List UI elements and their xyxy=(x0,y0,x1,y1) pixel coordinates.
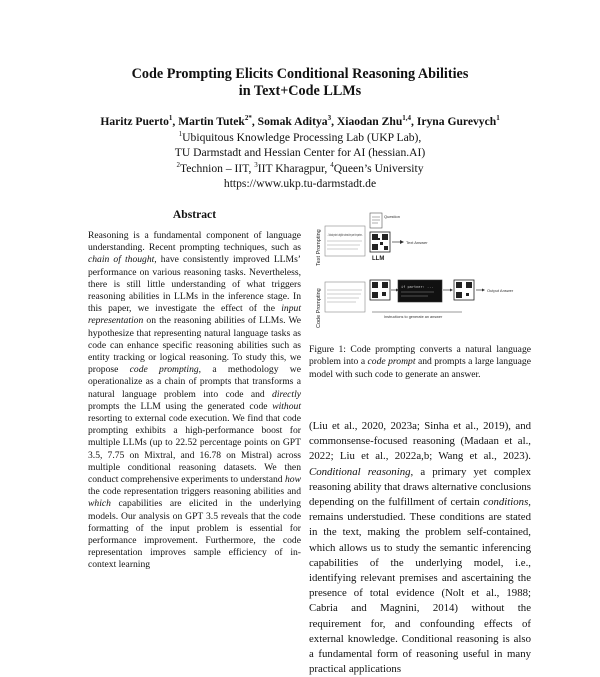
author-block xyxy=(30,114,570,192)
author-name: Somak Aditya xyxy=(257,115,328,128)
paper-title xyxy=(40,66,560,100)
abstract-text: Reasoning is a fundamental component of language understanding. Recent prompting techniques, such as chain of thought, have consistently improved LLMs’ performance on various reasoning tasks. Nevertheless, there is still little understanding of what triggers reasoning abilities in LLMs in the inference stage. In this paper, we investigate the effect of the input representation on the reasoning abilities of LLMs. We hypothesize that representing natural language tasks as code can enhance specific reasoning abilities such as entity tracking or logical reasoning. To study this, we propose code prompting, a methodology we operationalize as a chain of prompts that transforms a natural language problem into code and directly prompts the LLM using the generated code without resorting to external code execution. We find that code prompting exhibits a high-performance boost for multiple LLMs (up to 22.52 percentage points on GPT 3.5, 7.75 on Mixtral, and 16.78 on Mistral) across multiple conditional reasoning datasets. We then conduct comprehensive experiments to understand how the code representation triggers reasoning abilities and which capabilities are elicited in the underlying models. Our analysis on GPT 3.5 reveals that the code formatting of the input problem is essential for performance improvement. Furthermore, the code representation improves sample efficiency of in-context learning xyxy=(88,230,301,571)
top-text-input-box xyxy=(325,226,365,256)
title-line-2: in Text+Code LLMs xyxy=(238,83,362,99)
abstract-heading: Abstract xyxy=(172,208,217,221)
author-affil-mark: 1 xyxy=(496,114,500,123)
text-input-snippet: ... Nobody else is eligible unless they are the partner... xyxy=(327,233,363,237)
intro-text-right-column: (Liu et al., 2020, 2023a; Sinha et al., 2019), and commonsense-focused reasoning (Madaan et al., 2022; Liu et al., 2022a,b; Wang et al., 2023). Conditional reasoning, a primary yet complex reasoning ability that draws alternative conclusions depending on the fulfillment of certain conditions, remains understudied. These conditions are stated in the text, making the problem self-contained, which allows us to study the semantic inferencing capabilities of the underlying model, i.e., identifying relevant premises and ascertaining the presence of total evidence (Nolt et al., 1988; Cabria and Magnini, 2014) without the requirement for, and confounding effects of external knowledge. Conditional reasoning is also a fundamental form of reasoning useful in many practical applications xyxy=(309,420,531,676)
affiliation-2-3-4: $^2$Technion – IIT, $^3$IIT Kharagpur, $^4$Queen’s University xyxy=(176,160,424,175)
author-affil-mark: 3 xyxy=(327,114,332,123)
llm-chip-icon-code-row xyxy=(370,280,390,300)
author-affil-mark: 2* xyxy=(244,114,252,123)
bottom-text-input-box xyxy=(325,282,365,312)
affiliation-1-cont: TU Darmstadt and Hessian Center for AI (hessian.AI) xyxy=(174,146,426,159)
text-answer-label: Text Answer xyxy=(406,240,428,245)
figure-1-caption: Figure 1: Code prompting converts a natural language problem into a code prompt and prompts a large language model with such code to generate an answer. xyxy=(309,344,531,380)
instructions-label: Instructions to generate an answer xyxy=(384,315,443,319)
author-name: Iryna Gurevych xyxy=(416,115,497,128)
author-name: Xiaodan Zhu xyxy=(336,115,403,128)
output-answer-label: Output Answer xyxy=(487,288,514,293)
code-snippet: if partner: ... xyxy=(401,285,434,289)
llm-chip-icon xyxy=(370,232,390,252)
author-affil-mark: 1,4 xyxy=(402,114,412,123)
text-prompting-row-label: Text Prompting xyxy=(316,229,322,266)
figure-1-diagram xyxy=(312,208,530,338)
author-affil-mark: 1 xyxy=(168,114,173,123)
affiliation-1: $^1$Ubiquitous Knowledge Processing Lab (UKP Lab), xyxy=(178,129,422,144)
llm-label: LLM xyxy=(372,256,385,262)
llm-chip-icon-answer xyxy=(454,280,474,300)
generated-code-box xyxy=(398,280,442,302)
author-names: Haritz Puerto$^1$, Martin Tutek$^{2*}$, Somak Aditya$^3$, Xiaodan Zhu$^{1,4}$, Iryna Gurevych$^1$ xyxy=(100,114,500,128)
author-name: Martin Tutek xyxy=(178,115,245,128)
question-label: Question xyxy=(384,214,401,219)
lab-url[interactable]: https://www.ukp.tu-darmstadt.de xyxy=(223,177,377,190)
title-line-1: Code Prompting Elicits Conditional Reasoning Abilities xyxy=(131,66,469,82)
author-name: Haritz Puerto xyxy=(100,115,169,128)
question-document-icon xyxy=(370,213,382,228)
code-prompting-row-label: Code Prompting xyxy=(316,288,322,328)
